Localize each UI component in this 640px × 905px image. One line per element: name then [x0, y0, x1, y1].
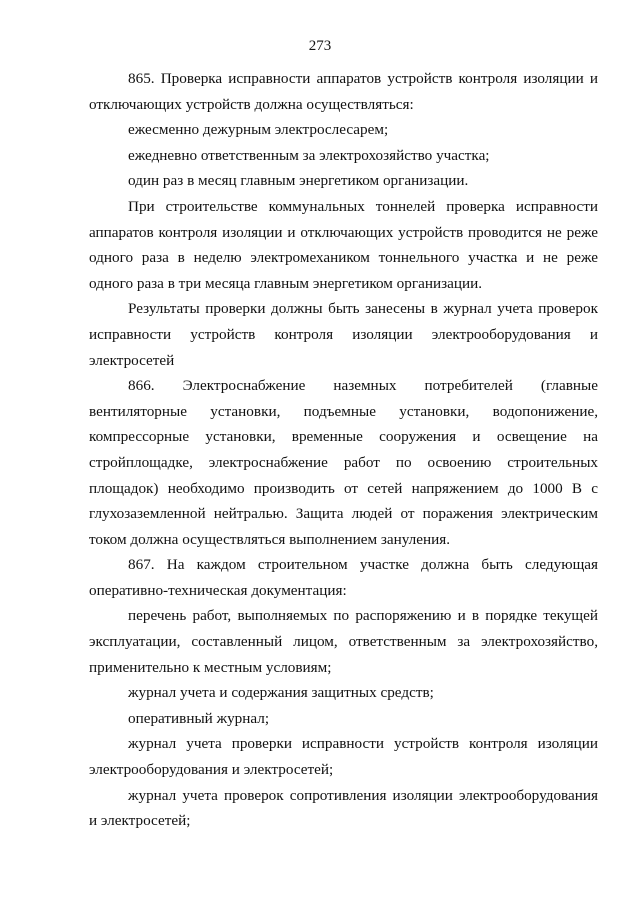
list-item-work-list: перечень работ, выполняемых по распоряжению и в порядке текущей эксплуатации, составленный лицом, ответственным за электрохозяйство, применительно к местным условиям;	[89, 607, 598, 676]
list-item-insulation-resistance-log: журнал учета проверок сопротивления изоляции электрооборудования и электросетей;	[89, 786, 598, 830]
document-body	[89, 66, 598, 834]
list-item-daily: ежедневно ответственным за электрохозяйство участка;	[128, 146, 490, 164]
paragraph-tunnels: При строительстве коммунальных тоннелей проверка исправности аппаратов контроля изоляции и отключающих устройств проводится не реже одного раза в неделю электромехаником тоннельного участка и не реже одного раза в три месяца главным энергетиком организации.	[89, 197, 598, 292]
list-item-monthly: один раз в месяц главным энергетиком организации.	[128, 172, 469, 190]
paragraph-865: 865. Проверка исправности аппаратов устройств контроля изоляции и отключающих устройств должна осуществляться:	[89, 70, 598, 113]
list-item-insulation-control-log: журнал учета проверки исправности устройств контроля изоляции электрооборудования и электросетей;	[89, 735, 598, 779]
paragraph-866: 866. Электроснабжение наземных потребителей (главные вентиляторные установки, подъемные установки, водопонижение, компрессорные установки, временные сооружения и освещение на стройплощадке, электроснабжение работ по освоению строительных площадок) необходимо производить от сетей напряжением до 1000 В с глухозаземленной нейтралью. Защита людей от поражения электрическим током должна осуществляться выполнением зануления.	[89, 377, 598, 548]
list-item-protective-means-log: журнал учета и содержания защитных средств;	[128, 684, 434, 702]
list-item-shift: ежесменно дежурным электрослесарем;	[128, 121, 389, 139]
list-item-operational-log: оперативный журнал;	[128, 709, 270, 727]
paragraph-results: Результаты проверки должны быть занесены в журнал учета проверок исправности устройств контроля изоляции электрооборудования и электросетей	[89, 300, 598, 369]
paragraph-867: 867. На каждом строительном участке должна быть следующая оперативно-техническая документация:	[89, 556, 598, 599]
page-number: 273	[308, 38, 332, 54]
